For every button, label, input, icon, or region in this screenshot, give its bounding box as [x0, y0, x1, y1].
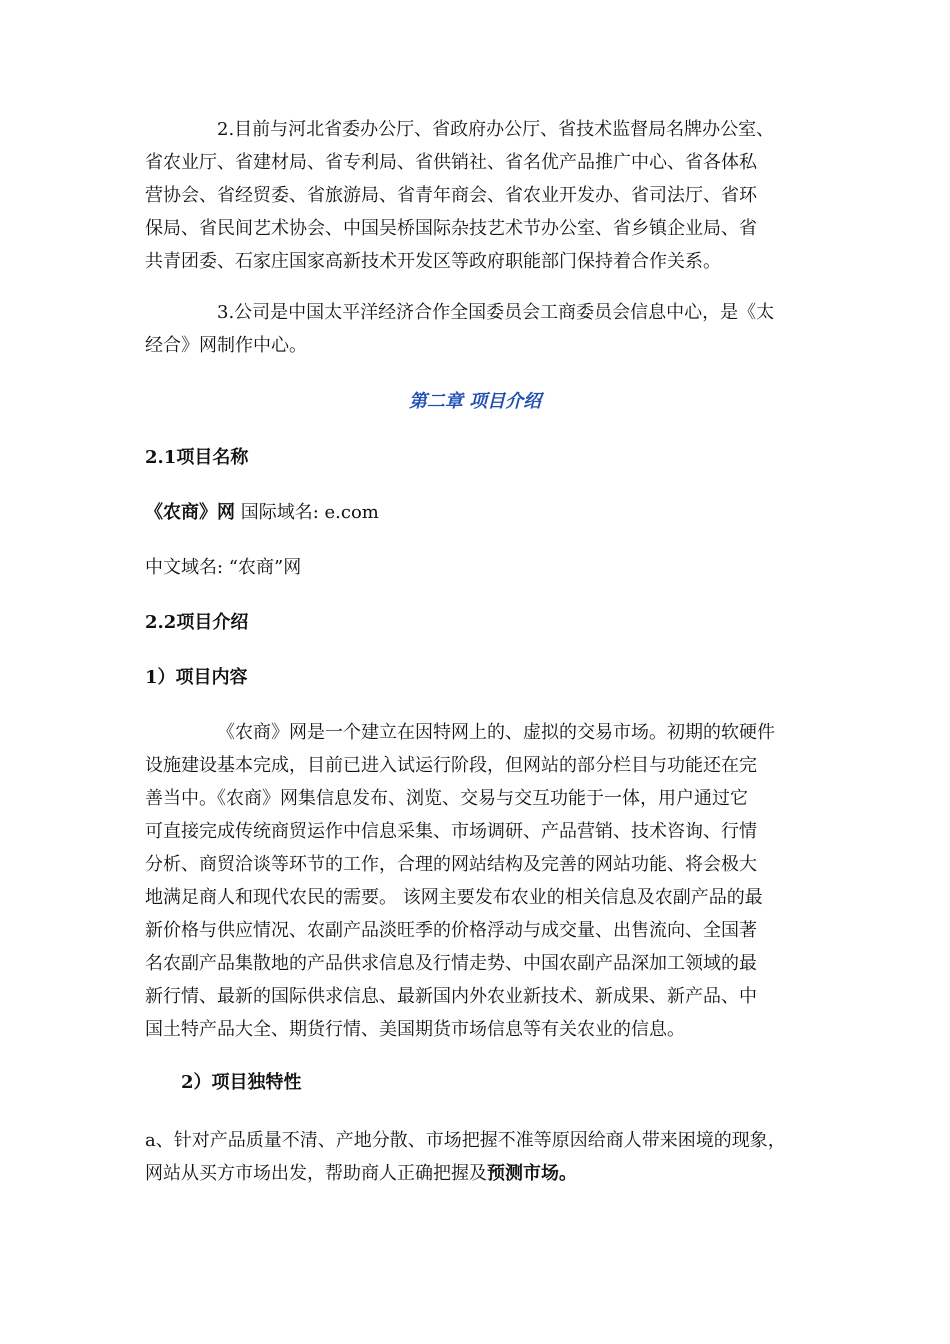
chinese-domain-line: 中文域名: “农商”网 — [145, 557, 302, 578]
paragraph-line: a、针对产品质量不清、产地分散、市场把握不准等原因给商人带来困境的现象， — [145, 1130, 786, 1151]
paragraph-line: 善当中。《农商》网集信息发布、浏览、交易与交互功能于一体，用户通过它 — [145, 788, 748, 809]
paragraph-line: 新价格与供应情况、农副产品淡旺季的价格浮动与成交量、出售流向、全国著 — [145, 920, 757, 941]
paragraph-point-a — [145, 1124, 810, 1190]
international-domain: 国际域名: e.com — [235, 502, 379, 523]
subheading-project-content: 1）项目内容 — [145, 667, 248, 688]
paragraph-line: 设施建设基本完成，目前已进入试运行阶段，但网站的部分栏目与功能还在完 — [145, 755, 757, 776]
paragraph-line: 共青团委、石家庄国家高新技术开发区等政府职能部门保持着合作关系。 — [145, 251, 721, 272]
paragraph-line: 3.公司是中国太平洋经济合作全国委员会工商委员会信息中心，是《太 — [217, 302, 775, 323]
project-name-line — [145, 496, 379, 529]
paragraph-line: 经合》网制作中心。 — [145, 335, 307, 356]
paragraph-partners — [145, 113, 810, 278]
paragraph-info-center — [145, 296, 810, 362]
paragraph-line: 2.目前与河北省委办公厅、省政府办公厅、省技术监督局名牌办公室、 — [217, 119, 775, 140]
chapter-title: 第二章 项目介绍 — [408, 391, 542, 412]
project-name: 《农商》网 — [145, 502, 235, 523]
paragraph-line: 可直接完成传统商贸运作中信息采集、市场调研、产品营销、技术咨询、行情 — [145, 821, 757, 842]
paragraph-line: 营协会、省经贸委、省旅游局、省青年商会、省农业开发办、省司法厅、省环 — [145, 185, 757, 206]
paragraph-line: 《农商》网是一个建立在因特网上的、虚拟的交易市场。初期的软硬件 — [217, 722, 775, 743]
paragraph-line: 保局、省民间艺术协会、中国吴桥国际杂技艺术节办公室、省乡镇企业局、省 — [145, 218, 757, 239]
paragraph-line: 地满足商人和现代农民的需要。 该网主要发布农业的相关信息及农副产品的最 — [145, 887, 763, 908]
paragraph-line: 名农副产品集散地的产品供求信息及行情走势、中国农副产品深加工领域的最 — [145, 953, 757, 974]
point-a-emphasis: 预测市场。 — [487, 1163, 577, 1184]
subheading-project-uniqueness: 2）项目独特性 — [181, 1072, 302, 1093]
paragraph-line: 省农业厅、省建材局、省专利局、省供销社、省名优产品推广中心、省各体私 — [145, 152, 757, 173]
paragraph-line: 新行情、最新的国际供求信息、最新国内外农业新技术、新成果、新产品、中 — [145, 986, 757, 1007]
paragraph-line: 国土特产品大全、期货行情、美国期货市场信息等有关农业的信息。 — [145, 1019, 685, 1040]
paragraph-line: 分析、商贸洽谈等环节的工作，合理的网站结构及完善的网站功能、将会极大 — [145, 854, 757, 875]
section-heading-2-1: 2.1项目名称 — [145, 447, 249, 468]
paragraph-project-content — [145, 716, 810, 1046]
point-a-text: 网站从买方市场出发，帮助商人正确把握及 — [145, 1163, 487, 1184]
section-heading-2-2: 2.2项目介绍 — [145, 612, 249, 633]
paragraph-line — [145, 1157, 810, 1190]
